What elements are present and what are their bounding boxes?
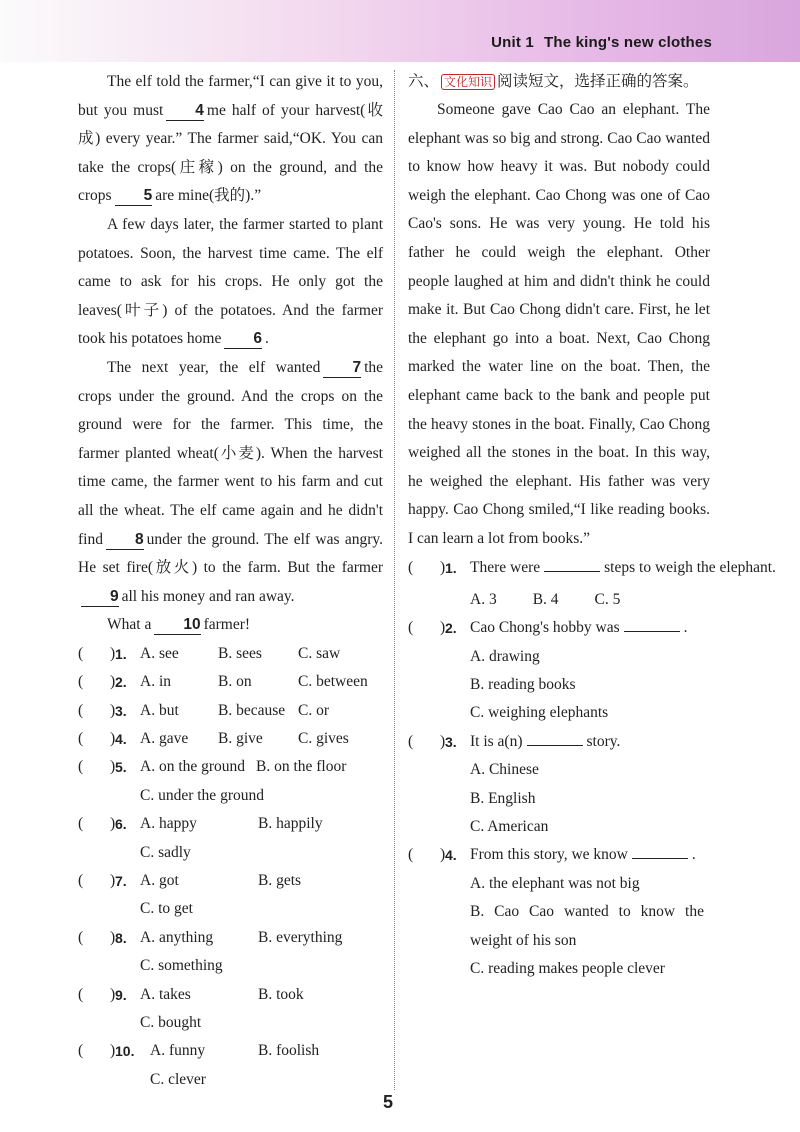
answer-bracket[interactable]: ( — [78, 872, 84, 889]
reading-question-2: ( ) 2. Cao Chong's hobby was . — [408, 614, 710, 642]
reading-question-1: ( ) 1. There were steps to weigh the elephant. — [408, 554, 710, 582]
answer-bracket[interactable]: ( — [78, 928, 84, 946]
section-6-heading — [408, 68, 710, 96]
passage-paragraph-4: What a 10 farmer! — [107, 616, 251, 634]
section-tag: 文化知识 — [441, 74, 495, 90]
option-a: A. the elephant was not big — [470, 874, 640, 892]
option-b: B. reading books — [470, 676, 576, 694]
option-c: C. weighing elephants — [470, 704, 609, 722]
reading-question-4: ( ) 4. From this story, we know . — [408, 841, 710, 869]
unit-title: The king's new clothes — [543, 34, 712, 51]
cloze-question-2: ( ) 2. A. in B. on C. between — [78, 668, 383, 696]
option-a: A. anything — [140, 928, 214, 946]
option-c: C. between — [298, 673, 368, 691]
answer-bracket[interactable]: ( — [408, 619, 414, 637]
option-a: A. on the ground — [140, 758, 246, 776]
cloze-question-7: ( ) 7. A. got B. gets — [78, 867, 383, 895]
option-c: C. to get — [140, 900, 193, 918]
passage-paragraph-3: The next year, the elf wanted 7 the crops under the ground. And the crops on the ground were for the farmer. This time, the farmer planted wheat(小麦). When the harvest time came, the farmer went to his farm and cut all the wheat. The elf came again and he didn't find 8 under the ground. The elf was angry. He set fire(放火) to the farm. But the farmer9 all his money and ran away. — [78, 358, 383, 605]
reading-passage: Someone gave Cao Cao an elephant. The elephant was so big and strong. Cao Cao wanted to know how heavy it was. But nobody could weigh the elephant. Cao Chong was one of Cao Cao's sons. He was very young. He told his father he could weigh the elephant. Other people laughed at him and didn't think he could make it. But Cao Chong didn't care. First, he let the elephant go into a boat. Next, Cao Chong marked the water line on the boat. Then, the elephant came back to the bank and people put the heavy stones in the boat. Finally, Cao Chong weighed all the stones in the boat. In this way, he weighed the elephant. His father was very happy. Cao Chong smiled,“I like reading books. I can learn a lot from books.” — [408, 101, 710, 547]
option-a: A. see — [140, 644, 179, 662]
blank-5: 5 — [115, 187, 153, 206]
option-b: B. happily — [258, 815, 323, 833]
option-c: C. gives — [298, 730, 349, 748]
page-number: 5 — [383, 1092, 394, 1112]
column-divider — [394, 70, 395, 1090]
blank-9: 9 — [81, 588, 119, 607]
answer-blank — [544, 557, 600, 572]
option-a: A. takes — [140, 985, 191, 1003]
answer-blank — [624, 617, 680, 632]
answer-bracket[interactable]: ( — [78, 730, 84, 748]
option-a: A. funny — [150, 1042, 206, 1060]
right-column — [408, 68, 776, 983]
cloze-question-8-cont — [78, 952, 383, 980]
option-b: B. 4 — [532, 590, 559, 608]
answer-blank — [527, 731, 583, 746]
unit-label: Unit 1 — [491, 34, 534, 51]
option-a: A. drawing — [470, 647, 540, 665]
option-a: A. in — [140, 673, 171, 691]
cloze-question-3: ( ) 3. A. but B. because C. or — [78, 697, 383, 725]
option-c: C. something — [140, 957, 223, 975]
answer-blank — [632, 844, 688, 859]
option-c: C. saw — [298, 644, 341, 662]
cloze-question-1: ( ) 1. A. see B. sees C. saw — [78, 640, 383, 668]
answer-bracket[interactable]: ( — [78, 815, 84, 833]
cloze-question-6-cont — [78, 839, 383, 867]
answer-bracket[interactable]: ( — [408, 846, 414, 864]
option-b: B. gets — [258, 872, 302, 889]
answer-bracket[interactable]: ( — [78, 644, 84, 662]
answer-bracket[interactable]: ( — [408, 558, 414, 576]
blank-4: 4 — [166, 102, 204, 121]
cloze-question-10: ( ) 10. A. funny B. foolish — [78, 1037, 383, 1065]
option-c: C. clever — [150, 1070, 206, 1088]
option-a: A. Chinese — [470, 761, 539, 779]
answer-bracket[interactable]: ( — [78, 758, 84, 776]
section-instruction: 阅读短文，选择正确的答案。 — [497, 73, 699, 90]
left-column — [78, 68, 383, 1094]
option-c: C. or — [298, 701, 329, 719]
option-a: A. got — [140, 872, 179, 889]
option-b: B. took — [258, 985, 304, 1003]
cloze-question-9-cont — [78, 1009, 383, 1037]
cloze-question-9: ( ) 9. A. takes B. took — [78, 981, 383, 1009]
cloze-question-4: ( ) 4. A. gave B. give C. gives — [78, 725, 383, 753]
option-b: B. give — [218, 730, 263, 748]
option-b: B. foolish — [258, 1042, 320, 1060]
option-b: B. Cao Cao wanted to know the weight of his son — [470, 903, 704, 949]
cloze-question-6: ( ) 6. A. happy B. happily — [78, 810, 383, 838]
option-c: C. bought — [140, 1013, 202, 1031]
option-c: C. under the ground — [140, 786, 264, 804]
passage-paragraph-1: The elf told the farmer,“I can give it to you, but you must 4 me half of your harvest(收成) every year.” The farmer said,“OK. You can take the crops(庄稼) on the ground, and the crops 5 are mine(我的).” — [78, 73, 383, 205]
blank-6: 6 — [224, 330, 262, 349]
option-a: A. happy — [140, 815, 197, 833]
header-band — [0, 0, 800, 62]
reading-questions — [408, 554, 776, 984]
answer-bracket[interactable]: ( — [78, 701, 84, 719]
answer-bracket[interactable]: ( — [78, 1042, 84, 1060]
option-b: B. English — [470, 789, 536, 807]
option-c: C. reading makes people clever — [470, 960, 665, 977]
option-a: A. but — [140, 701, 179, 719]
cloze-question-7-cont — [78, 895, 383, 923]
cloze-question-5-cont — [78, 782, 383, 810]
answer-bracket[interactable]: ( — [78, 673, 84, 691]
passage-paragraph-2: A few days later, the farmer started to plant potatoes. Soon, the harvest time came. The elf came to ask for his crops. He only got the leaves(叶子) of the potatoes. And the farmer took his potatoes home 6 . — [78, 215, 383, 348]
option-c: C. 5 — [594, 590, 621, 608]
option-b: B. everything — [258, 928, 343, 946]
blank-8: 8 — [106, 531, 144, 550]
reading-question-1-options — [408, 586, 710, 614]
option-c: C. American — [470, 818, 549, 836]
option-a: A. gave — [140, 730, 189, 748]
option-c: C. sadly — [140, 843, 191, 861]
option-b: B. because — [218, 701, 286, 719]
answer-bracket[interactable]: ( — [408, 732, 414, 750]
cloze-question-5: ( ) 5. A. on the ground B. on the floor — [78, 753, 383, 781]
answer-bracket[interactable]: ( — [78, 985, 84, 1003]
reading-question-3: ( ) 3. It is a(n) story. — [408, 728, 710, 756]
blank-7: 7 — [323, 359, 361, 378]
blank-10: 10 — [154, 616, 200, 635]
option-b: B. sees — [218, 644, 262, 662]
option-b: B. on the floor — [256, 758, 347, 776]
page-header — [491, 34, 712, 51]
cloze-questions — [78, 640, 383, 1094]
cloze-question-8: ( ) 8. A. anything B. everything — [78, 924, 383, 952]
section-number: 六、 — [408, 73, 440, 90]
cloze-question-10-cont — [78, 1066, 383, 1094]
option-a: A. 3 — [470, 590, 497, 608]
option-b: B. on — [218, 673, 252, 691]
